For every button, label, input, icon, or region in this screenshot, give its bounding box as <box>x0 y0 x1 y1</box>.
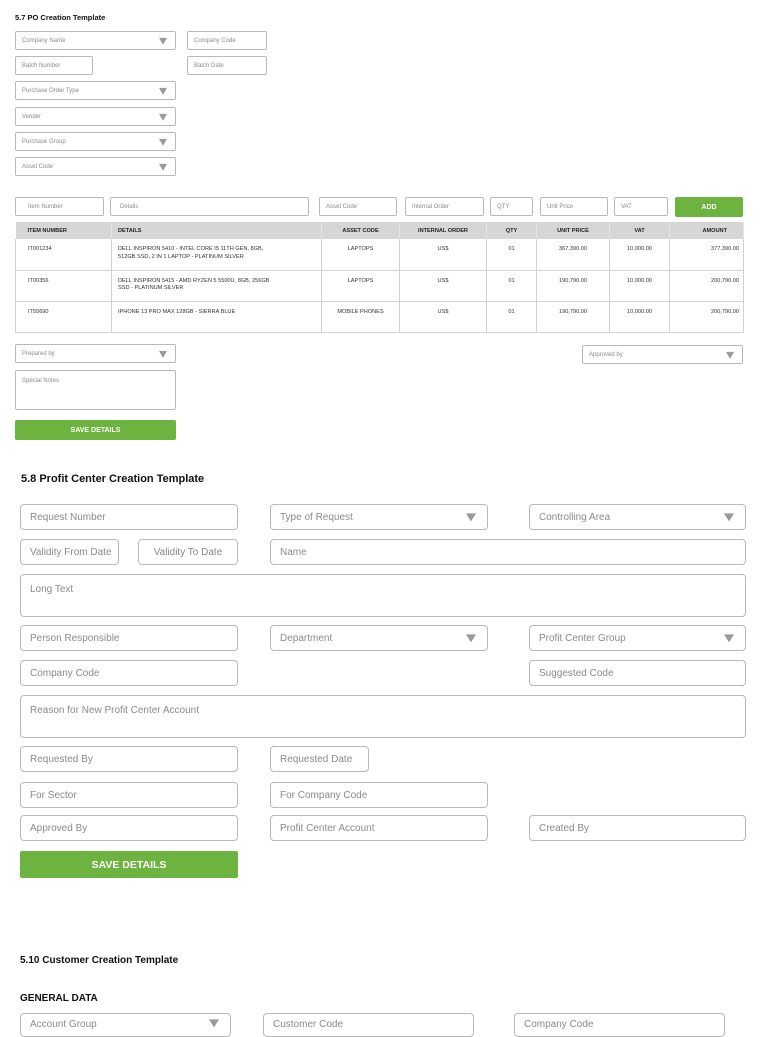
qty-placeholder: QTY <box>497 203 510 210</box>
long-text-textarea[interactable] <box>20 574 746 617</box>
person-responsible-label: Person Responsible <box>30 632 120 644</box>
unit-price-cell: 190,790.00 <box>537 301 610 332</box>
item-number-cell: IT00356 <box>16 270 112 301</box>
company-code-label: Company Code <box>30 667 100 679</box>
company-code-field[interactable] <box>187 31 267 50</box>
item-number-cell: IT55690 <box>16 301 112 332</box>
column-header: QTY <box>487 222 537 239</box>
vat-cell: 10,000.00 <box>610 270 670 301</box>
name-label: Name <box>280 546 307 558</box>
chevron-down-icon <box>159 350 167 357</box>
type-of-request-select[interactable] <box>270 504 488 530</box>
chevron-down-icon <box>159 37 167 44</box>
controlling-area-label: Controlling Area <box>539 511 611 523</box>
po-items-table <box>15 222 744 333</box>
internal-order-cell: US$ <box>400 239 487 270</box>
asset-code-cell: MOBILE PHONES <box>322 301 400 332</box>
for-company-code-label: For Company Code <box>280 789 368 801</box>
suggested-code-label: Suggested Code <box>539 667 614 679</box>
unit-price-cell: 367,390.00 <box>537 239 610 270</box>
table-row[interactable] <box>16 301 744 332</box>
validity-to-date-label: Validity To Date <box>153 546 223 558</box>
requested-by-input[interactable] <box>20 746 238 772</box>
amount-cell: 200,790.00 <box>670 301 744 332</box>
company-name-select[interactable] <box>15 31 176 50</box>
vat-placeholder: VAT <box>621 203 632 210</box>
asset-code-label: Asset Code <box>22 163 54 170</box>
account-group-label: Account Group <box>30 1019 97 1030</box>
suggested-code-input[interactable] <box>529 660 746 686</box>
company-code-label: Company Code <box>194 37 236 44</box>
qty-cell: 01 <box>487 239 537 270</box>
table-header-row <box>16 222 744 239</box>
customer-code-label: Customer Code <box>273 1019 344 1030</box>
created-by-input[interactable] <box>529 815 746 841</box>
details-line: IPHONE 13 PRO MAX 128GB - SIERRA BLUE <box>118 308 236 315</box>
column-header: INTERNAL ORDER <box>400 222 487 239</box>
internal-order-cell: US$ <box>400 270 487 301</box>
details-cell <box>112 301 322 332</box>
pc-save-details-button[interactable]: SAVE DETAILS <box>20 851 238 878</box>
customer-code-input[interactable] <box>263 1013 474 1037</box>
purchase-group-label: Purchase Group <box>22 138 66 145</box>
profit-center-section-title: 5.8 Profit Center Creation Template <box>21 473 205 485</box>
reason-label: Reason for New Profit Center Account <box>30 705 199 716</box>
approved-by-label: Approved by <box>589 351 623 358</box>
asset-code-cell: LAPTOPS <box>322 239 400 270</box>
requested-date-label: Requested Date <box>280 753 353 765</box>
details-line: SSD - PLATINUM SILVER <box>118 285 184 292</box>
chevron-down-icon <box>159 138 167 145</box>
item-number-cell: IT001234 <box>16 239 112 270</box>
po-save-details-button[interactable]: SAVE DETAILS <box>15 420 176 440</box>
chevron-down-icon <box>466 513 476 521</box>
internal-order-cell: US$ <box>400 301 487 332</box>
details-line: DELL INSPIRON 5410 - INTEL CORE I5 11TH GEN, 8GB, <box>118 246 264 252</box>
long-text-label: Long Text <box>30 584 74 595</box>
details-cell <box>112 239 322 270</box>
chevron-down-icon <box>724 634 734 642</box>
company-code-label: Company Code <box>524 1019 594 1030</box>
chevron-down-icon <box>724 513 734 521</box>
details-cell <box>112 270 322 301</box>
internal-order-input[interactable] <box>405 197 484 216</box>
for-company-code-input[interactable] <box>270 782 488 808</box>
item-number-input[interactable] <box>15 197 104 216</box>
customer-section-title: 5.10 Customer Creation Template <box>20 955 179 966</box>
department-label: Department <box>280 632 333 644</box>
prepared-by-select[interactable] <box>15 344 176 363</box>
profit-center-account-label: Profit Center Account <box>280 822 375 834</box>
department-select[interactable] <box>270 625 488 651</box>
created-by-label: Created By <box>539 822 590 834</box>
item-number-placeholder: Item Number <box>28 203 63 210</box>
chevron-down-icon <box>466 634 476 642</box>
chevron-down-icon <box>209 1019 219 1027</box>
requested-by-label: Requested By <box>30 753 93 765</box>
chevron-down-icon <box>159 163 167 170</box>
internal-order-placeholder: Internal Order <box>412 203 450 210</box>
add-button[interactable]: ADD <box>675 197 743 217</box>
details-line: DELL INSPIRON 5415 - AMD RYZEN 5 5500U, 8GB, 256GB <box>118 277 270 284</box>
vat-cell: 10,000.00 <box>610 301 670 332</box>
type-of-request-label: Type of Request <box>280 511 353 523</box>
po-section-title: 5.7 PO Creation Template <box>15 13 106 22</box>
unit-price-input[interactable] <box>540 197 608 216</box>
chevron-down-icon <box>726 351 734 358</box>
batch-number-field[interactable] <box>15 56 93 75</box>
batch-date-label: Batch Date <box>194 62 224 69</box>
vat-cell: 10,000.00 <box>610 239 670 270</box>
asset-code-placeholder: Asset Code <box>326 203 358 210</box>
approved-by-select[interactable] <box>582 345 743 364</box>
profit-center-account-input[interactable] <box>270 815 488 841</box>
amount-cell: 200,790.00 <box>670 270 744 301</box>
qty-cell: 01 <box>487 270 537 301</box>
column-header: ASSET CODE <box>322 222 400 239</box>
column-header: ITEM NUMBER <box>16 222 112 239</box>
table-row[interactable] <box>16 239 744 270</box>
batch-date-field[interactable] <box>187 56 267 75</box>
for-sector-label: For Sector <box>30 789 77 801</box>
name-input[interactable] <box>270 539 746 565</box>
request-number-input[interactable] <box>20 504 238 530</box>
details-placeholder: Details <box>120 203 139 210</box>
chevron-down-icon <box>159 87 167 94</box>
pc-company-code-input[interactable] <box>20 660 238 686</box>
amount-cell: 377,390.00 <box>670 239 744 270</box>
company-name-label: Company Name <box>22 37 66 44</box>
validity-from-date-label: Validity From Date <box>30 546 112 558</box>
controlling-area-select[interactable] <box>529 504 746 530</box>
special-notes-textarea[interactable] <box>15 370 176 410</box>
column-header: AMOUNT <box>670 222 744 239</box>
profit-center-group-label: Profit Center Group <box>539 632 626 644</box>
prepared-by-label: Prepared by <box>22 350 55 357</box>
qty-input[interactable] <box>490 197 533 216</box>
table-row[interactable] <box>16 270 744 301</box>
column-header: DETAILS <box>112 222 322 239</box>
column-header: UNIT PRICE <box>537 222 610 239</box>
vendor-label: Vender <box>22 113 42 120</box>
column-header: VAT <box>610 222 670 239</box>
details-input[interactable] <box>110 197 309 216</box>
entry-asset-code-input[interactable] <box>319 197 397 216</box>
profit-center-group-select[interactable] <box>529 625 746 651</box>
unit-price-placeholder: Unit Price <box>547 203 574 210</box>
reason-textarea[interactable] <box>20 695 746 738</box>
person-responsible-input[interactable] <box>20 625 238 651</box>
unit-price-cell: 190,790.00 <box>537 270 610 301</box>
details-line: 512GB SSD, 2 IN 1 LAPTOP - PLATINUM SILVER <box>118 253 244 260</box>
request-number-label: Request Number <box>30 511 106 523</box>
pc-approved-by-input[interactable] <box>20 815 238 841</box>
purchase-order-type-label: Purchase Order Type <box>22 87 79 94</box>
purchase-group-select[interactable] <box>15 132 176 151</box>
batch-number-label: Batch Number <box>22 62 61 69</box>
general-data-heading: GENERAL DATA <box>20 993 98 1004</box>
customer-company-code-input[interactable] <box>514 1013 725 1037</box>
qty-cell: 01 <box>487 301 537 332</box>
asset-code-cell: LAPTOPS <box>322 270 400 301</box>
validity-to-date-input[interactable] <box>138 539 238 565</box>
vat-input[interactable] <box>614 197 668 216</box>
chevron-down-icon <box>159 113 167 120</box>
asset-code-select[interactable] <box>15 157 176 176</box>
account-group-select[interactable] <box>20 1013 231 1037</box>
approved-by-label: Approved By <box>30 822 88 834</box>
vendor-select[interactable] <box>15 107 176 126</box>
purchase-order-type-select[interactable] <box>15 81 176 100</box>
special-notes-label: Special Notes <box>22 378 60 384</box>
requested-date-input[interactable] <box>270 746 369 772</box>
for-sector-input[interactable] <box>20 782 238 808</box>
validity-from-date-input[interactable] <box>20 539 119 565</box>
